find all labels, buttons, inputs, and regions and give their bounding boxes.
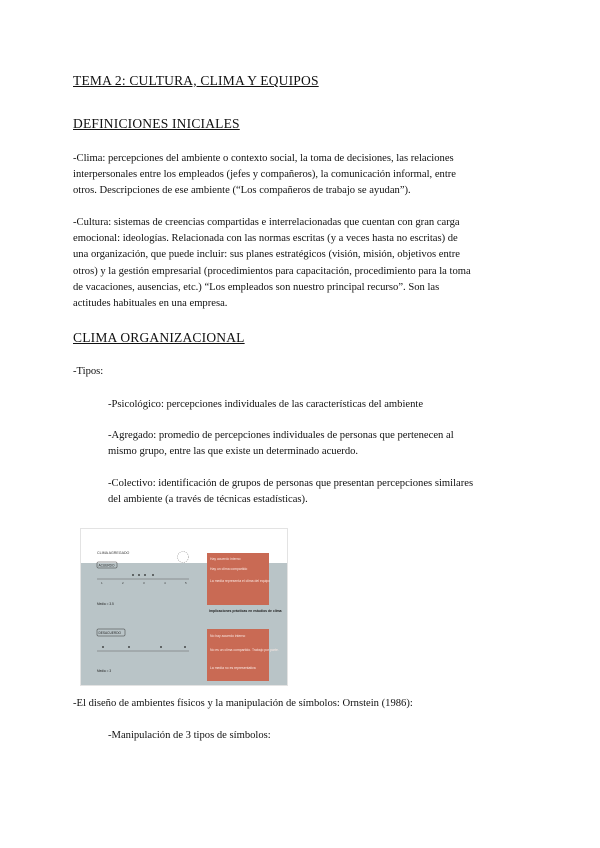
text-line: otros. Descripciones de ese ambiente (“Los compañeros de trabajo se ayudan”). bbox=[73, 185, 411, 197]
text-line: -Agregado: promedio de percepciones individuales de personas que pertenecen al bbox=[108, 430, 454, 441]
slide-tick: 5 bbox=[185, 581, 187, 585]
text-line: -Cultura: sistemas de creencias compartidas e interrelacionadas que cuentan con gran carga bbox=[73, 217, 460, 228]
slide-red-bottom-line: La media no es representativa bbox=[210, 666, 256, 670]
slide-media-label: Media = 3.5 bbox=[97, 602, 114, 606]
text-line: actitudes habituales en una empresa. bbox=[73, 298, 228, 310]
slide-point bbox=[132, 574, 134, 576]
slide-bottom-label: Media = 3 bbox=[97, 669, 112, 673]
paragraph-clima bbox=[73, 151, 456, 200]
slide-red-top-line: La media representa el clima del equipo bbox=[210, 579, 271, 583]
slide-point bbox=[184, 646, 186, 648]
slide-red-top-line: Hay acuerdo interno bbox=[210, 557, 241, 561]
text-line: emocional: ideologías. Relacionada con las normas escritas (y a veces hasta no escritas) de bbox=[73, 233, 458, 245]
text-line: -Tipos: bbox=[73, 366, 104, 377]
paragraph-ornstein bbox=[73, 696, 413, 712]
section-heading-clima-organizacional: CLIMA ORGANIZACIONAL bbox=[73, 330, 245, 345]
slide-tick: 4 bbox=[164, 581, 166, 585]
text-line: -Psicológico: percepciones individuales de las características del ambiente bbox=[108, 399, 424, 410]
slide-point bbox=[138, 574, 140, 576]
text-line: interpersonales entre los empleados (jefes y compañeros), la comunicación informal, entre bbox=[73, 169, 456, 181]
item-psicologico bbox=[108, 397, 423, 413]
tipos-label bbox=[73, 364, 103, 380]
text-line: -Colectivo: identificación de grupos de personas que presentan percepciones similares bbox=[108, 478, 474, 489]
item-manipulacion bbox=[108, 728, 271, 744]
text-line: mismo grupo, entre las que existe un determinado acuerdo. bbox=[108, 446, 359, 458]
slide-scale-box-top-label: ACUERDO bbox=[98, 563, 115, 568]
text-line: -El diseño de ambientes físicos y la manipulación de símbolos: Ornstein (1986): bbox=[73, 698, 413, 709]
text-line: -Manipulación de 3 tipos de símbolos: bbox=[108, 730, 271, 741]
slide-tick: 3 bbox=[143, 581, 145, 585]
text-line: de vacaciones, ausencias, etc.) “Los empleados son nuestro principal recurso”. Son las bbox=[73, 281, 440, 293]
slide-point bbox=[102, 646, 104, 648]
slide-point bbox=[160, 646, 162, 648]
slide-red-bottom-line: No hay acuerdo interno bbox=[210, 634, 246, 638]
slide-tick: 2 bbox=[122, 581, 124, 585]
text-line: otros) y la gestión empresarial (procedimientos para capacitación, procedimiento para la toma bbox=[73, 265, 471, 277]
text-line: una organización, que puede incluir: sus planes estratégicos (visión, misión, objetivos entre bbox=[73, 249, 460, 261]
slide-point bbox=[152, 574, 154, 576]
item-agregado bbox=[108, 428, 454, 460]
slide-tick: 1 bbox=[101, 581, 103, 585]
slide-graphic bbox=[81, 529, 287, 685]
text-line: del ambiente (a través de técnicas estadísticas). bbox=[108, 494, 308, 506]
slide-middle-text: Implicaciones prácticas en estudios de clima bbox=[209, 609, 282, 613]
slide-header-text: CLIMA AGREGADO bbox=[97, 551, 130, 555]
slide-point bbox=[144, 574, 146, 576]
section-heading-definiciones: DEFINICIONES INICIALES bbox=[73, 116, 240, 131]
slide-figure bbox=[80, 528, 288, 686]
slide-red-bottom-line: No es un clima compartido. Trabajo por parte. bbox=[210, 648, 279, 652]
slide-scale-box-bottom-label: DESACUERDO bbox=[98, 630, 121, 635]
page-title: TEMA 2: CULTURA, CLIMA Y EQUIPOS bbox=[73, 73, 319, 88]
slide-point bbox=[128, 646, 130, 648]
paragraph-cultura bbox=[73, 215, 471, 312]
text-line: -Clima: percepciones del ambiente o contexto social, la toma de decisiones, las relaciones bbox=[73, 153, 454, 164]
slide-red-top-line: Hay un clima compartido bbox=[210, 567, 248, 571]
item-colectivo bbox=[108, 476, 473, 508]
